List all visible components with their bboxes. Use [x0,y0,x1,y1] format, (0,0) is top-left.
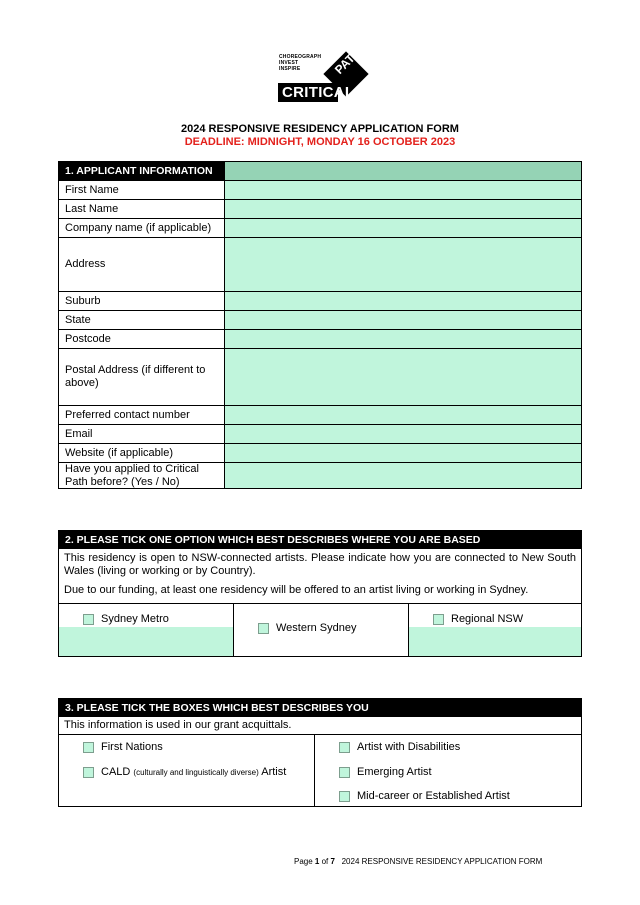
website-field[interactable] [225,444,581,462]
self-description-options [59,735,581,806]
footer-page-number: 1 [314,857,320,866]
first-nations-label: First Nations [101,741,163,753]
western-sydney-label: Western Sydney [276,622,357,634]
disabilities-line [339,741,460,753]
company-field[interactable] [225,219,581,237]
address-field[interactable] [225,238,581,291]
row-postal-address [58,349,582,406]
label-postcode: Postcode [59,330,225,348]
label-address: Address [59,238,225,291]
option-sydney-metro [59,604,234,656]
label-last-name: Last Name [59,200,225,218]
row-first-name [58,181,582,200]
email-field[interactable] [225,425,581,443]
row-email [58,425,582,444]
label-company: Company name (if applicable) [59,219,225,237]
section3-note: This information is used in our grant acquittals. [59,717,581,735]
cald-label-small: (culturally and linguistically diverse) [133,768,259,777]
western-sydney-line [258,622,357,634]
form-title: 2024 RESPONSIVE RESIDENCY APPLICATION FORM [181,123,459,135]
first-nations-checkbox[interactable] [83,742,94,753]
logo-word-path: PATH [332,45,364,77]
suburb-field[interactable] [225,292,581,310]
sydney-metro-fill [59,627,233,656]
section2-description [59,549,581,597]
page-footer [294,857,542,866]
label-first-name: First Name [59,181,225,199]
option-western-sydney [234,604,409,656]
footer-of-word: of [319,857,331,866]
first-nations-line [83,741,163,753]
cald-checkbox[interactable] [83,767,94,778]
emerging-checkbox[interactable] [339,767,350,778]
row-last-name [58,200,582,219]
footer-page-total: 7 [330,857,335,866]
row-state [58,311,582,330]
mid-career-line [339,790,510,802]
row-address [58,238,582,292]
logo-word-critical: CRITICAL [282,84,355,101]
postcode-field[interactable] [225,330,581,348]
emerging-line [339,766,432,778]
section3-header: 3. PLEASE TICK THE BOXES WHICH BEST DESCRIBES YOU [59,699,581,717]
sydney-metro-label: Sydney Metro [101,613,169,625]
regional-nsw-checkbox[interactable] [433,614,444,625]
location-options [59,603,581,656]
regional-nsw-line [433,613,523,625]
mid-career-label: Mid-career or Established Artist [357,790,510,802]
section2-header: 2. PLEASE TICK ONE OPTION WHICH BEST DESCRIBES WHERE YOU ARE BASED [59,531,581,549]
row-suburb [58,292,582,311]
label-applied-before: Have you applied to Critical Path before? (Yes / No) [59,463,225,488]
postal-address-field[interactable] [225,349,581,405]
first-name-field[interactable] [225,181,581,199]
label-contact-number: Preferred contact number [59,406,225,424]
row-contact-number [58,406,582,425]
section1-header-fill [225,162,581,180]
section2-paragraph-1: This residency is open to NSW-connected artists. Please indicate how you are connected to New South Wales (living or working or by Country). [64,552,576,577]
label-suburb: Suburb [59,292,225,310]
cald-line [83,766,286,778]
regional-nsw-fill [409,627,581,656]
state-field[interactable] [225,311,581,329]
applied-before-field[interactable] [225,463,581,488]
row-website [58,444,582,463]
cald-label [101,766,286,778]
logo-tagline-inspire: INSPIRE [279,66,301,72]
deadline: DEADLINE: MIDNIGHT, MONDAY 16 OCTOBER 2023 [184,136,456,148]
sydney-metro-checkbox[interactable] [83,614,94,625]
mid-career-checkbox[interactable] [339,791,350,802]
disabilities-label: Artist with Disabilities [357,741,461,753]
footer-page-word: Page [294,857,315,866]
option-regional-nsw [409,604,581,656]
logo-tagline-invest: INVEST [279,60,299,66]
section1-header-row [58,161,582,181]
row-applied-before [58,463,582,489]
logo-taglines [279,54,321,72]
label-state: State [59,311,225,329]
section1-header: 1. APPLICANT INFORMATION [59,162,225,180]
disabilities-checkbox[interactable] [339,742,350,753]
regional-nsw-label: Regional NSW [451,613,524,625]
cald-label-a: CALD [101,766,134,778]
self-description-left-column [59,735,315,806]
logo-bar [278,83,355,102]
sydney-metro-line [83,613,169,625]
row-company [58,219,582,238]
self-description-section [58,698,582,807]
footer-doc-title: 2024 RESPONSIVE RESIDENCY APPLICATION FORM [334,857,543,866]
applicant-information-table [58,161,582,489]
emerging-label: Emerging Artist [357,766,432,778]
section2-paragraph-2: Due to our funding, at least one residency will be offered to an artist living or working in Sydney. [64,584,529,596]
location-section [58,530,582,657]
cald-label-c: Artist [258,766,287,778]
logo-tagline-choreograph: CHOREOGRAPH [279,54,322,60]
row-postcode [58,330,582,349]
last-name-field[interactable] [225,200,581,218]
self-description-right-column [315,735,581,806]
contact-number-field[interactable] [225,406,581,424]
critical-path-logo [278,45,366,106]
western-sydney-checkbox[interactable] [258,623,269,634]
label-website: Website (if applicable) [59,444,225,462]
label-postal-address: Postal Address (if different to above) [59,349,225,405]
label-email: Email [59,425,225,443]
